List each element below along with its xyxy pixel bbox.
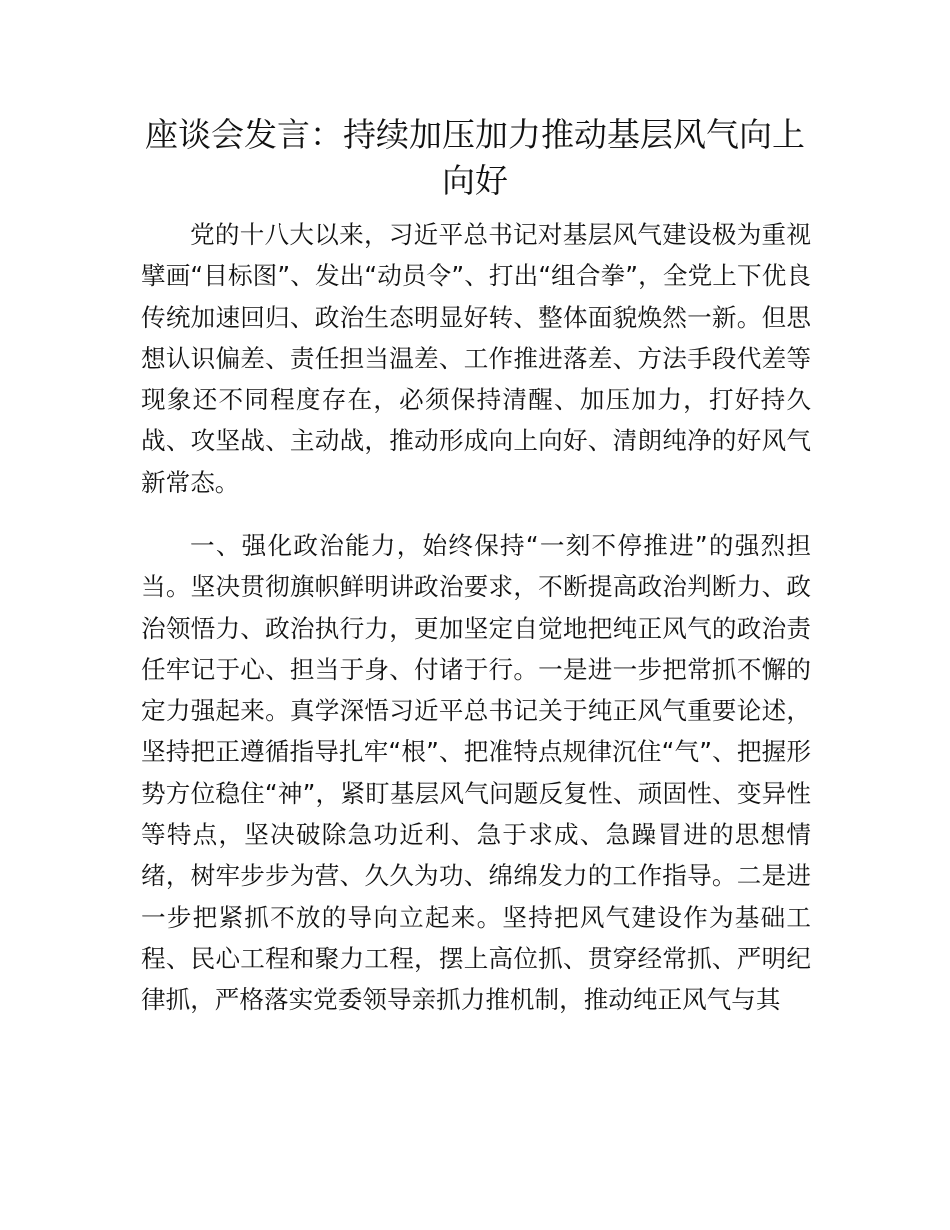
paragraph-intro: 党的十八大以来，习近平总书记对基层风气建设极为重视擘画“目标图”、发出“动员令”、打出“组合拳”，全党上下优良传统加速回归、政治生态明显好转、整体面貌焕然一新。但思想认识偏差、责任担当温差、工作推进落差、方法手段代差等现象还不同程度存在，必须保持清醒、加压加力，打好持久战、攻坚战、主动战，推动形成向上向好、清朗纯净的好风气新常态。 [141,220,811,497]
paragraph-section-one: 一、强化政治能力，始终保持“一刻不停推进”的强烈担当。坚决贯彻旗帜鲜明讲政治要求，不断提高政治判断力、政治领悟力、政治执行力，更加坚定自觉地把纯正风气的政治责任牢记于心、担当于身、付诸于行。一是进一步把常抓不懈的定力强起来。真学深悟习近平总书记关于纯正风气重要论述，坚持把正遵循指导扎牢“根”、把准特点规律沉住“气”、把握形势方位稳住“神”，紧盯基层风气问题反复性、顽固性、变异性等特点，坚决破除急功近利、急于求成、急躁冒进的思想情绪，树牢步步为营、久久为功、绵绵发力的工作指导。二是进一步把紧抓不放的导向立起来。坚持把风气建设作为基础工程、民心工程和聚力工程，摆上高位抓、贯穿经常抓、严明纪律抓，严格落实党委领导亲抓力推机制，推动纯正风气与其 [141,531,811,1015]
document-title: 座谈会发言：持续加压加力推动基层风气向上向好 [145,115,805,200]
